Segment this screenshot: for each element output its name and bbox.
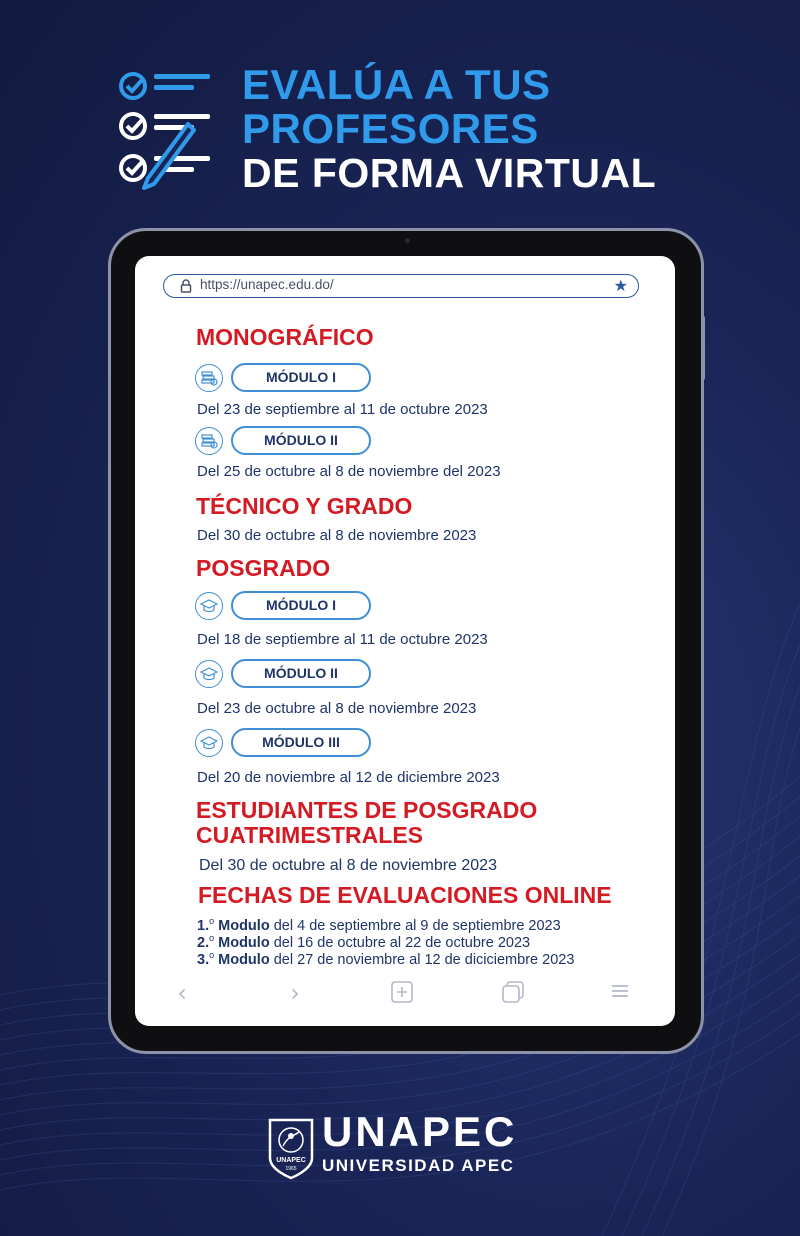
online-item-3-dates: del 27 de noviembre al 12 de diciciembre 2023 bbox=[273, 951, 575, 968]
online-item-3 bbox=[197, 950, 574, 968]
graduation-cap-icon bbox=[195, 592, 223, 620]
tablet-side-button bbox=[701, 316, 705, 380]
online-item-1-label: Modulo bbox=[218, 917, 270, 934]
address-bar[interactable] bbox=[163, 274, 639, 298]
books-icon bbox=[195, 427, 223, 455]
menu-icon[interactable] bbox=[607, 980, 633, 1006]
section-title-monografico: MONOGRÁFICO bbox=[196, 324, 374, 350]
headline-line-2: PROFESORES bbox=[242, 105, 539, 152]
cuatrimestrales-dates: Del 30 de octubre al 8 de noviembre 2023 bbox=[199, 857, 497, 874]
tecnico-dates: Del 30 de octubre al 8 de noviembre 2023 bbox=[197, 527, 477, 544]
posgrado-module-1-button[interactable]: MÓDULO I bbox=[231, 591, 371, 620]
monografico-module-2-dates: Del 25 de octubre al 8 de noviembre del 2023 bbox=[197, 463, 501, 480]
online-item-2-ordinal: o bbox=[209, 933, 215, 943]
online-item-2 bbox=[197, 933, 530, 951]
monografico-module-1-dates: Del 23 de septiembre al 11 de octubre 2023 bbox=[197, 401, 488, 418]
tabs-icon[interactable] bbox=[500, 980, 526, 1006]
online-item-1-dates: del 4 de septiembre al 9 de septiembre 2023 bbox=[273, 917, 561, 934]
online-item-1-number: 1. bbox=[197, 917, 210, 934]
monografico-module-2-button[interactable]: MÓDULO II bbox=[231, 426, 371, 455]
seal-year: 1965 bbox=[285, 1166, 297, 1172]
headline-line-3: DE FORMA VIRTUAL bbox=[242, 150, 657, 196]
online-item-3-number: 3. bbox=[197, 951, 210, 968]
unapec-seal-logo bbox=[268, 1118, 314, 1180]
posgrado-module-2-dates: Del 23 de octubre al 8 de noviembre 2023 bbox=[197, 700, 477, 717]
camera-dot bbox=[405, 238, 410, 243]
headline-line-1: EVALÚA A TUS bbox=[242, 61, 551, 108]
section-title-online: FECHAS DE EVALUACIONES ONLINE bbox=[198, 882, 612, 908]
online-item-2-label: Modulo bbox=[218, 934, 270, 951]
posgrado-module-2-button[interactable]: MÓDULO II bbox=[231, 659, 371, 688]
online-item-1-ordinal: o bbox=[209, 916, 215, 926]
url-text: https://unapec.edu.do/ bbox=[200, 277, 334, 292]
posgrado-module-3-dates: Del 20 de noviembre al 12 de diciembre 2023 bbox=[197, 769, 500, 786]
bookmark-star-icon[interactable]: ★ bbox=[613, 276, 628, 295]
posgrado-module-3-button[interactable]: MÓDULO III bbox=[231, 728, 371, 757]
lock-icon bbox=[180, 279, 192, 293]
logo-subtitle: UNIVERSIDAD APEC bbox=[322, 1156, 515, 1175]
checklist-icon bbox=[118, 68, 218, 193]
books-icon bbox=[195, 364, 223, 392]
logo-wordmark: UNAPEC bbox=[322, 1108, 518, 1155]
posgrado-module-1-dates: Del 18 de septiembre al 11 de octubre 2023 bbox=[197, 631, 488, 648]
section-title-cuatrimestrales-2: CUATRIMESTRALES bbox=[196, 822, 424, 848]
tablet-screen bbox=[135, 256, 675, 1026]
online-item-2-dates: del 16 de octubre al 22 de octubre 2023 bbox=[273, 934, 531, 951]
section-title-tecnico: TÉCNICO Y GRADO bbox=[196, 493, 413, 519]
graduation-cap-icon bbox=[195, 660, 223, 688]
online-item-1 bbox=[197, 916, 561, 934]
graduation-cap-icon bbox=[195, 729, 223, 757]
online-item-3-ordinal: o bbox=[209, 950, 215, 960]
monografico-module-1-button[interactable]: MÓDULO I bbox=[231, 363, 371, 392]
forward-icon[interactable]: › bbox=[290, 979, 300, 1007]
online-item-3-label: Modulo bbox=[218, 951, 270, 968]
section-title-cuatrimestrales-1: ESTUDIANTES DE POSGRADO bbox=[196, 797, 538, 823]
online-item-2-number: 2. bbox=[197, 934, 210, 951]
seal-name: UNAPEC bbox=[276, 1157, 306, 1164]
section-title-posgrado: POSGRADO bbox=[196, 555, 331, 581]
back-icon[interactable]: ‹ bbox=[177, 979, 187, 1007]
new-tab-icon[interactable] bbox=[389, 980, 415, 1006]
